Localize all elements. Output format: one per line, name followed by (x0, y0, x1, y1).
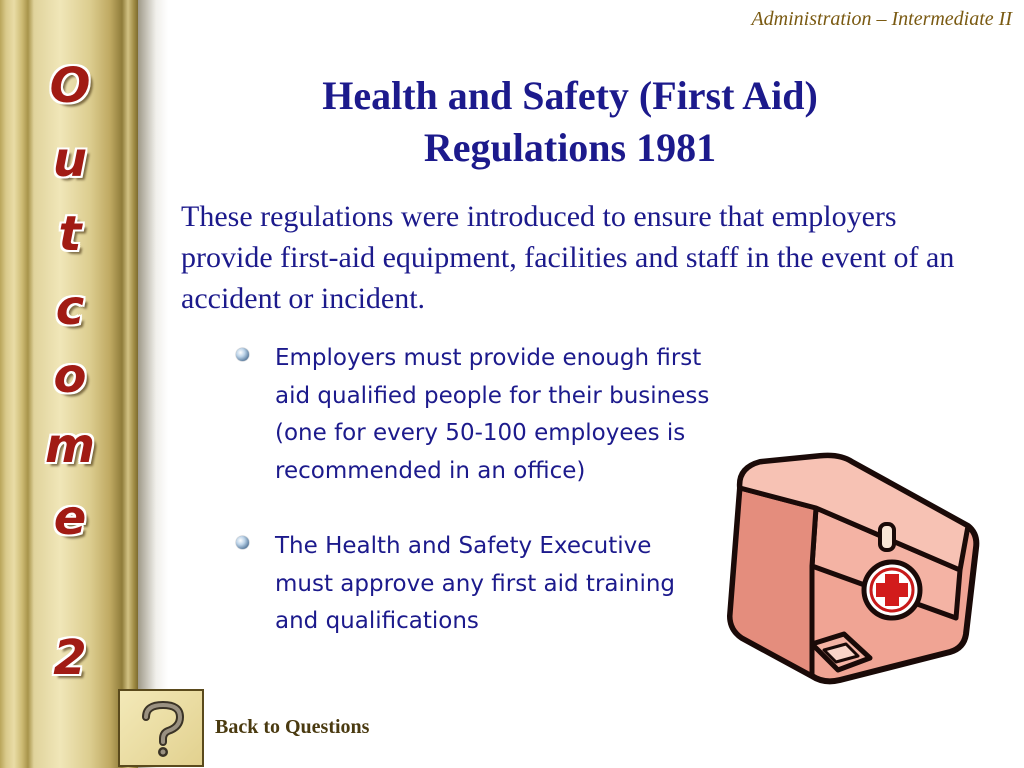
back-to-questions-link[interactable]: Back to Questions (215, 716, 370, 738)
outcome-letter: e (53, 490, 87, 546)
first-aid-kit-icon (720, 448, 982, 688)
outcome-vertical-label (22, 58, 118, 702)
list-item-text: Employers must provide enough first aid qualified people for their business (one for every 50-100 employees is recommended in an office) (275, 345, 710, 484)
intro-paragraph: These regulations were introduced to ensure that employers provide first-aid equipment, facilities and staff in the event of an accident or incident. (181, 200, 955, 315)
slide-title-line2: Regulations 1981 (423, 125, 717, 170)
outcome-letter: t (58, 206, 82, 262)
list-item (236, 340, 716, 490)
outcome-letter: c (55, 280, 85, 336)
outcome-letter: o (53, 348, 87, 404)
outcome-letter: O (49, 58, 91, 114)
slide-title-line1: Health and Safety (First Aid) (322, 73, 818, 118)
bullet-icon (236, 536, 249, 549)
header-caption: Administration – Intermediate II (751, 8, 1012, 30)
bullet-icon (236, 348, 249, 361)
outcome-letter: m (44, 418, 95, 474)
list-item-text: The Health and Safety Executive must approve any first aid training and qualifications (275, 533, 676, 634)
outcome-letter: u (52, 132, 88, 188)
question-mark-icon (140, 701, 186, 759)
sidebar-shadow (138, 0, 168, 768)
list-item (236, 528, 716, 641)
slide-title (200, 70, 940, 174)
outcome-letter: 2 (53, 630, 87, 686)
bullet-list (236, 340, 716, 679)
help-button[interactable] (118, 689, 204, 767)
